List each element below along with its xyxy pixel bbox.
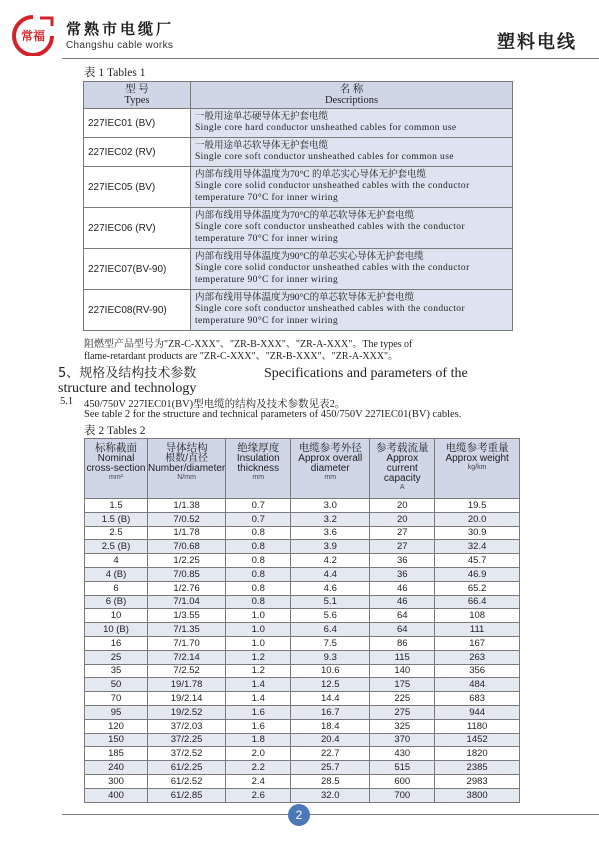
table-cell: 3.6 bbox=[291, 526, 370, 540]
table-cell: 400 bbox=[85, 788, 148, 802]
desc-cell bbox=[191, 208, 513, 249]
table-cell: 66.4 bbox=[435, 595, 520, 609]
section-heading-en1: Specifications and parameters of the bbox=[264, 366, 468, 381]
table-cell: 37/2.25 bbox=[148, 733, 226, 747]
table-cell: 7/1.70 bbox=[148, 636, 226, 650]
table-row bbox=[85, 788, 520, 802]
types-table bbox=[83, 81, 513, 331]
table-cell: 12.5 bbox=[291, 678, 370, 692]
descriptions-header bbox=[191, 82, 513, 109]
type-cell: 227IEC02 (RV) bbox=[84, 138, 191, 167]
table-cell: 111 bbox=[435, 623, 520, 637]
header-unit: A bbox=[399, 484, 405, 491]
table-cell: 46.9 bbox=[435, 567, 520, 581]
table-cell: 0.8 bbox=[226, 595, 291, 609]
subsection-number: 5.1 bbox=[60, 396, 74, 407]
table-cell: 175 bbox=[370, 678, 435, 692]
header-cn: 绝缘厚度 bbox=[237, 442, 280, 454]
desc-cn: 内部布线用导体温度为70°C 的单芯实心导体无护套电缆 bbox=[195, 169, 427, 180]
table-cell: 1.5 (B) bbox=[85, 512, 148, 526]
desc-cell bbox=[191, 167, 513, 208]
desc-en: Single core solid conductor unsheathed cables with the conductor temperature 70°C for inner wiring bbox=[195, 181, 470, 203]
table-cell: 37/2.03 bbox=[148, 719, 226, 733]
table-cell: 1.0 bbox=[226, 636, 291, 650]
table-cell: 2.0 bbox=[226, 747, 291, 761]
table-cell: 944 bbox=[435, 705, 520, 719]
header-cn: 标称截面 bbox=[95, 442, 137, 454]
table-row bbox=[84, 208, 513, 249]
table-cell: 225 bbox=[370, 692, 435, 706]
table-row bbox=[85, 733, 520, 747]
table-cell: 7/2.52 bbox=[148, 664, 226, 678]
table-cell: 7.5 bbox=[291, 636, 370, 650]
table-cell: 2.5 (B) bbox=[85, 540, 148, 554]
table-cell: 430 bbox=[370, 747, 435, 761]
table-cell: 95 bbox=[85, 705, 148, 719]
desc-cell bbox=[191, 109, 513, 138]
table-cell: 7/2.14 bbox=[148, 650, 226, 664]
table-cell: 6.4 bbox=[291, 623, 370, 637]
company-name-cn: 常熟市电缆厂 bbox=[66, 20, 175, 38]
table-cell: 6 (B) bbox=[85, 595, 148, 609]
table-cell: 20 bbox=[370, 512, 435, 526]
table-cell: 0.8 bbox=[226, 554, 291, 568]
table-cell: 3.9 bbox=[291, 540, 370, 554]
table-row bbox=[85, 540, 520, 554]
table-cell: 1.0 bbox=[226, 623, 291, 637]
table-cell: 19/2.14 bbox=[148, 692, 226, 706]
table-row bbox=[85, 692, 520, 706]
table-cell: 140 bbox=[370, 664, 435, 678]
header-divider bbox=[62, 58, 599, 59]
parameters-table-body bbox=[85, 499, 520, 803]
table-cell: 3.2 bbox=[291, 512, 370, 526]
table-cell: 0.7 bbox=[226, 499, 291, 513]
table1-caption: 表 1 Tables 1 bbox=[84, 67, 146, 79]
table-row bbox=[84, 249, 513, 290]
table-cell: 1/2.25 bbox=[148, 554, 226, 568]
table-row bbox=[85, 774, 520, 788]
company-logo-icon bbox=[10, 14, 56, 56]
header-unit: kg/km bbox=[467, 464, 487, 471]
table-cell: 2.2 bbox=[226, 761, 291, 775]
table-cell: 64 bbox=[370, 623, 435, 637]
table-cell: 10.6 bbox=[291, 664, 370, 678]
table-cell: 32.4 bbox=[435, 540, 520, 554]
table-cell: 263 bbox=[435, 650, 520, 664]
table-cell: 4.4 bbox=[291, 567, 370, 581]
table-row bbox=[85, 678, 520, 692]
table-cell: 27 bbox=[370, 526, 435, 540]
table-cell: 2.5 bbox=[85, 526, 148, 540]
header-unit: mm² bbox=[109, 474, 123, 481]
table-cell: 19/2.52 bbox=[148, 705, 226, 719]
header-current-capacity bbox=[370, 439, 435, 499]
table-cell: 65.2 bbox=[435, 581, 520, 595]
header-en: Approx weight bbox=[445, 453, 509, 464]
table-row bbox=[84, 138, 513, 167]
table-cell: 20.4 bbox=[291, 733, 370, 747]
types-header-cn: 型 号 bbox=[125, 84, 149, 95]
table-cell: 700 bbox=[370, 788, 435, 802]
header-en: Insulation thickness bbox=[236, 453, 280, 474]
header-en: Approx current capacity bbox=[383, 453, 421, 484]
header-cn: 参考载流量 bbox=[376, 442, 429, 454]
table-cell: 4.2 bbox=[291, 554, 370, 568]
table-row bbox=[85, 747, 520, 761]
table-cell: 3800 bbox=[435, 788, 520, 802]
header-overall-diameter bbox=[291, 439, 370, 499]
table-cell: 1.0 bbox=[226, 609, 291, 623]
table-cell: 7/1.04 bbox=[148, 595, 226, 609]
table-row bbox=[85, 581, 520, 595]
table-cell: 4 (B) bbox=[85, 567, 148, 581]
header-unit: mm bbox=[252, 474, 265, 481]
table-row bbox=[85, 499, 520, 513]
table-cell: 356 bbox=[435, 664, 520, 678]
desc-en: Single core hard conductor unsheathed cables for common use bbox=[195, 123, 457, 133]
subsection-text-cn: 450/750V 227IEC01(BV)型电缆的结构及技术参数见表2。 bbox=[84, 399, 346, 410]
table-cell: 2.6 bbox=[226, 788, 291, 802]
table-cell: 240 bbox=[85, 761, 148, 775]
table-cell: 683 bbox=[435, 692, 520, 706]
table-cell: 3.0 bbox=[291, 499, 370, 513]
desc-cn: 内部布线用导体温度为90°C的单芯软导体无护套电缆 bbox=[195, 292, 415, 303]
table-cell: 1.8 bbox=[226, 733, 291, 747]
table-cell: 35 bbox=[85, 664, 148, 678]
table-cell: 7/0.85 bbox=[148, 567, 226, 581]
table-cell: 484 bbox=[435, 678, 520, 692]
table-cell: 25 bbox=[85, 650, 148, 664]
table-cell: 5.6 bbox=[291, 609, 370, 623]
table-cell: 167 bbox=[435, 636, 520, 650]
table-cell: 61/2.85 bbox=[148, 788, 226, 802]
table-cell: 50 bbox=[85, 678, 148, 692]
table-cell: 0.8 bbox=[226, 540, 291, 554]
table-cell: 4 bbox=[85, 554, 148, 568]
table-row bbox=[85, 554, 520, 568]
table-row bbox=[85, 761, 520, 775]
table-cell: 300 bbox=[85, 774, 148, 788]
header-cn: 导体结构 bbox=[165, 442, 208, 454]
table-cell: 115 bbox=[370, 650, 435, 664]
parameters-table-header bbox=[85, 439, 520, 499]
types-header-en: Types bbox=[124, 95, 150, 106]
table-row bbox=[85, 664, 520, 678]
table-cell: 0.8 bbox=[226, 526, 291, 540]
desc-en: Single core soft conductor unsheathed cables with the conductor temperature 90°C for inner wiring bbox=[195, 304, 466, 326]
table-cell: 64 bbox=[370, 609, 435, 623]
table-cell: 46 bbox=[370, 595, 435, 609]
flame-retardant-note bbox=[84, 339, 514, 363]
table-cell: 36 bbox=[370, 567, 435, 581]
table-cell: 30.9 bbox=[435, 526, 520, 540]
table-cell: 27 bbox=[370, 540, 435, 554]
table-cell: 108 bbox=[435, 609, 520, 623]
table-row bbox=[85, 719, 520, 733]
section-5-heading bbox=[58, 366, 518, 396]
table-cell: 275 bbox=[370, 705, 435, 719]
table-row bbox=[85, 512, 520, 526]
desc-cn: 内部布线用导体温度为90°C的单芯实心导体无护套电缆 bbox=[195, 251, 424, 262]
table-cell: 86 bbox=[370, 636, 435, 650]
table-cell: 10 (B) bbox=[85, 623, 148, 637]
type-cell: 227IEC06 (RV) bbox=[84, 208, 191, 249]
table-cell: 0.7 bbox=[226, 512, 291, 526]
table-cell: 45.7 bbox=[435, 554, 520, 568]
table-row bbox=[85, 623, 520, 637]
table-cell: 25.7 bbox=[291, 761, 370, 775]
descriptions-header-cn: 名 称 bbox=[339, 84, 364, 95]
company-name-en: Changshu cable works bbox=[66, 40, 174, 51]
header-insulation-thickness bbox=[226, 439, 291, 499]
table-cell: 61/2.52 bbox=[148, 774, 226, 788]
header-en: Nominal cross-section bbox=[86, 453, 146, 474]
table-row bbox=[85, 609, 520, 623]
logo-text: 常福 bbox=[20, 29, 46, 43]
table2-caption: 表 2 Tables 2 bbox=[84, 425, 146, 437]
types-header bbox=[84, 82, 191, 109]
table-cell: 1/3.55 bbox=[148, 609, 226, 623]
table-cell: 600 bbox=[370, 774, 435, 788]
table-row bbox=[85, 526, 520, 540]
table-row bbox=[85, 595, 520, 609]
table-row bbox=[84, 109, 513, 138]
parameters-table bbox=[84, 438, 520, 803]
subsection-text-en: See table 2 for the structure and technical parameters of 450/750V 227IEC01(BV) cables. bbox=[84, 409, 462, 420]
header-en: 根数/直径 Number/diameter bbox=[148, 453, 226, 474]
section-heading-en2: structure and technology bbox=[58, 381, 197, 396]
table-cell: 2.4 bbox=[226, 774, 291, 788]
table-cell: 16 bbox=[85, 636, 148, 650]
header-approx-weight bbox=[435, 439, 520, 499]
table-row bbox=[85, 705, 520, 719]
table-cell: 325 bbox=[370, 719, 435, 733]
table-cell: 9.3 bbox=[291, 650, 370, 664]
table-cell: 36 bbox=[370, 554, 435, 568]
table-cell: 1.2 bbox=[226, 664, 291, 678]
table-cell: 120 bbox=[85, 719, 148, 733]
header-en: Approx overall diameter bbox=[298, 453, 363, 474]
note-line2: flame-retardant products are "ZR-C-XXX"、"ZR-B-XXX"、"ZR-A-XXX"。 bbox=[84, 351, 399, 362]
table-row bbox=[85, 650, 520, 664]
page-number-badge: 2 bbox=[288, 804, 310, 826]
header-cn: 电缆参考外径 bbox=[298, 442, 362, 454]
table-cell: 0.8 bbox=[226, 581, 291, 595]
table-cell: 1/2.76 bbox=[148, 581, 226, 595]
type-cell: 227IEC07(BV-90) bbox=[84, 249, 191, 290]
footer-divider bbox=[62, 814, 599, 815]
table-cell: 5.1 bbox=[291, 595, 370, 609]
header-unit: N/mm bbox=[177, 474, 196, 481]
section-title: 塑料电线 bbox=[497, 32, 577, 53]
table-row bbox=[85, 567, 520, 581]
table-cell: 7/1.35 bbox=[148, 623, 226, 637]
table-row bbox=[84, 167, 513, 208]
table-cell: 70 bbox=[85, 692, 148, 706]
table-cell: 515 bbox=[370, 761, 435, 775]
desc-en: Single core soft conductor unsheathed cables for common use bbox=[195, 152, 454, 162]
table-cell: 1180 bbox=[435, 719, 520, 733]
desc-en: Single core soft conductor unsheathed cables with the conductor temperature 70°C for inner wiring bbox=[195, 222, 466, 244]
table-cell: 14.4 bbox=[291, 692, 370, 706]
table-cell: 37/2.52 bbox=[148, 747, 226, 761]
table-cell: 20.0 bbox=[435, 512, 520, 526]
table-cell: 1/1.38 bbox=[148, 499, 226, 513]
table-row bbox=[85, 636, 520, 650]
table-cell: 7/0.52 bbox=[148, 512, 226, 526]
note-line1: 阻燃型产品型号为"ZR-C-XXX"、"ZR-B-XXX"、"ZR-A-XXX"。The types of bbox=[84, 339, 413, 350]
table-cell: 2385 bbox=[435, 761, 520, 775]
table-cell: 19/1.78 bbox=[148, 678, 226, 692]
table-cell: 1.6 bbox=[226, 719, 291, 733]
types-table-header bbox=[84, 82, 513, 109]
table-cell: 1/1.78 bbox=[148, 526, 226, 540]
table-cell: 7/0.68 bbox=[148, 540, 226, 554]
table-cell: 4.6 bbox=[291, 581, 370, 595]
header-cn: 电缆参考重量 bbox=[445, 442, 509, 454]
table-cell: 1.4 bbox=[226, 692, 291, 706]
table-cell: 20 bbox=[370, 499, 435, 513]
table-cell: 18.4 bbox=[291, 719, 370, 733]
desc-en: Single core solid conductor unsheathed cables with the conductor temperature 90°C for inner wiring bbox=[195, 263, 470, 285]
table-cell: 22.7 bbox=[291, 747, 370, 761]
desc-cell bbox=[191, 138, 513, 167]
desc-cn: 一般用途单芯硬导体无护套电缆 bbox=[195, 111, 329, 122]
table-row bbox=[84, 290, 513, 331]
table-cell: 16.7 bbox=[291, 705, 370, 719]
table-cell: 19.5 bbox=[435, 499, 520, 513]
table-cell: 1.4 bbox=[226, 678, 291, 692]
desc-cn: 一般用途单芯软导体无护套电缆 bbox=[195, 140, 329, 151]
type-cell: 227IEC01 (BV) bbox=[84, 109, 191, 138]
table-cell: 150 bbox=[85, 733, 148, 747]
header-nominal-section bbox=[85, 439, 148, 499]
type-cell: 227IEC05 (BV) bbox=[84, 167, 191, 208]
page-header bbox=[0, 0, 599, 64]
table-cell: 61/2.25 bbox=[148, 761, 226, 775]
table-cell: 1.5 bbox=[85, 499, 148, 513]
table-cell: 2983 bbox=[435, 774, 520, 788]
header-conductor-structure bbox=[148, 439, 226, 499]
table-cell: 1.2 bbox=[226, 650, 291, 664]
table-cell: 370 bbox=[370, 733, 435, 747]
table-cell: 1452 bbox=[435, 733, 520, 747]
descriptions-header-en: Descriptions bbox=[324, 95, 379, 106]
desc-cn: 内部布线用导体温度为70°C的单芯软导体无护套电缆 bbox=[195, 210, 415, 221]
header-unit: mm bbox=[324, 474, 337, 481]
desc-cell bbox=[191, 249, 513, 290]
table-cell: 46 bbox=[370, 581, 435, 595]
table-cell: 10 bbox=[85, 609, 148, 623]
table-cell: 0.8 bbox=[226, 567, 291, 581]
table-cell: 28.5 bbox=[291, 774, 370, 788]
type-cell: 227IEC08(RV-90) bbox=[84, 290, 191, 331]
desc-cell bbox=[191, 290, 513, 331]
section-heading-cn: 5、规格及结构技术参数 bbox=[58, 366, 197, 381]
table-cell: 1820 bbox=[435, 747, 520, 761]
table-cell: 185 bbox=[85, 747, 148, 761]
table-cell: 6 bbox=[85, 581, 148, 595]
table-cell: 1.6 bbox=[226, 705, 291, 719]
table-cell: 32.0 bbox=[291, 788, 370, 802]
